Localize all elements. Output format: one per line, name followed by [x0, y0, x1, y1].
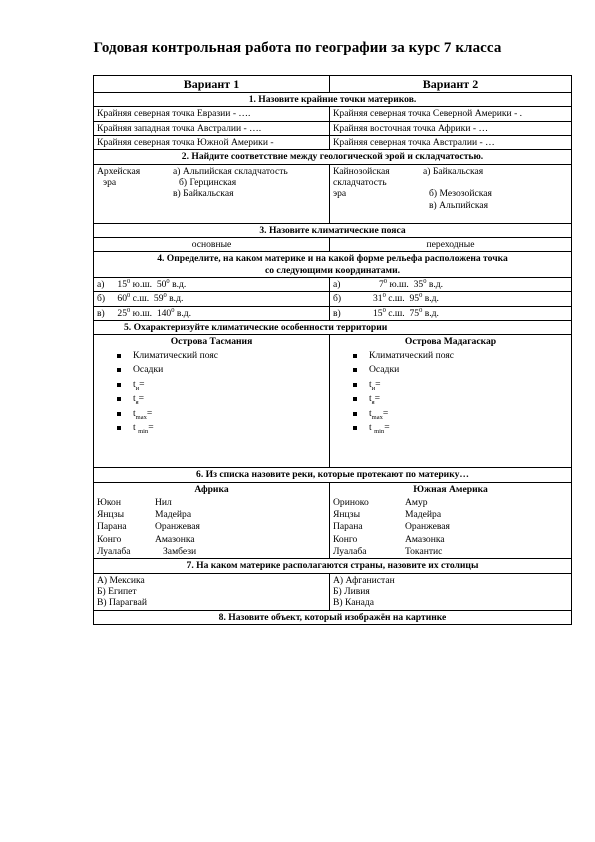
country: В) Парагвай [97, 597, 147, 609]
q4-v1-coord: а) $15^0$ ю.ш. $50^0$ в.д. [94, 277, 330, 291]
river: Амазонка [155, 533, 195, 545]
river: Луалаба [97, 546, 131, 558]
question-5: 5. Охарактеризуйте климатические особенности территории [94, 320, 572, 334]
river: Нил [155, 496, 172, 508]
q1-v2-item: Крайняя восточная точка Африки - … [330, 121, 572, 135]
q1-v2-item: Крайняя северная точка Австралии - … [330, 136, 572, 150]
q5-v2-cell [330, 335, 572, 468]
q5-v2-item: $t_и=$ [353, 379, 568, 394]
river: Ориноко [333, 496, 369, 508]
q5-v1-item: t $_{min}$= [117, 422, 326, 437]
q2-v1-era-2: эра [103, 177, 117, 189]
question-7: 7. На каком материке располагаются страны, назовите их столицы [94, 559, 572, 573]
question-1: 1. Назовите крайние точки материков. [94, 93, 572, 107]
question-6: 6. Из списка назовите реки, которые протекают по материку… [94, 468, 572, 482]
question-8: 8. Назовите объект, который изображён на картинке [94, 610, 572, 624]
variant-2-header: Вариант 2 [330, 76, 572, 93]
river: Юкон [97, 496, 121, 508]
q2-v1-option: а) Альпийская складчатость [173, 165, 288, 177]
country: В) Канада [333, 597, 375, 609]
q3-v1-answer: основные [94, 238, 330, 252]
river: Парана [97, 521, 127, 533]
q2-v1-option: б) Герцинская [179, 177, 237, 189]
q2-v2-era: Кайнозойская [333, 165, 390, 177]
question-4 [94, 252, 572, 278]
q5-v1-cell [94, 335, 330, 468]
q2-v1-era: Архейская [97, 165, 141, 177]
q7-v1-cell [94, 573, 330, 610]
q4-v2-coord: б) $31^0$ с.ш. $95^0$ в.д. [330, 292, 572, 306]
q3-v2-answer: переходные [330, 238, 572, 252]
q5-v1-item: $t_{max}=$ [117, 408, 326, 423]
q2-v2-option: в) Альпийская [429, 199, 489, 211]
q2-v1-cell [94, 164, 330, 223]
q5-v2-item: Осадки [353, 364, 568, 379]
q5-v1-item: Климатический пояс [117, 350, 326, 365]
test-table [93, 75, 572, 625]
question-4-line-1: 4. Определите, на каком материке и на какой форме рельефа расположена точка [157, 253, 508, 265]
river: Конго [333, 533, 358, 545]
q4-v1-coord: в) $25^0$ ю.ш. $140^0$ в.д. [94, 306, 330, 320]
variant-header-row [94, 76, 572, 93]
variant-1-header: Вариант 1 [94, 76, 330, 93]
river: Амур [405, 496, 428, 508]
river: Оранжевая [155, 521, 200, 533]
q7-v2-cell [330, 573, 572, 610]
country: Б) Ливия [333, 586, 370, 598]
river: Мадейра [155, 509, 192, 521]
q1-v1-item: Крайняя северная точка Южной Америки - [94, 136, 330, 150]
page-title: Годовая контрольная работа по географии за курс 7 класса [93, 40, 502, 56]
country: Б) Египет [97, 586, 137, 598]
river: Парана [333, 521, 363, 533]
q4-v2-coord: а) $7^0$ ю.ш. $35^0$ в.д. [330, 277, 572, 291]
question-3: 3. Назовите климатические пояса [94, 223, 572, 237]
q6-v1-cell [94, 482, 330, 559]
q2-v2-era-2: складчатость [333, 177, 387, 189]
river: Мадейра [405, 509, 442, 521]
q5-v1-item: Осадки [117, 364, 326, 379]
river: Янцзы [333, 509, 361, 521]
river: Амазонка [405, 533, 445, 545]
q5-v2-item: $t_я=$ [353, 393, 568, 408]
q2-v1-option: в) Байкальская [173, 188, 234, 200]
question-4-line-2: со следующими координатами. [264, 264, 401, 276]
country: А) Афганистан [333, 574, 395, 586]
river: Токантис [405, 546, 443, 558]
q6-v1-title: Африка [194, 483, 229, 495]
q6-v2-title: Южная Америка [413, 483, 488, 495]
q5-v2-item: $t_{max}=$ [353, 408, 568, 423]
q2-v2-option: б) Мезозойская [429, 188, 492, 200]
country: А) Мексика [97, 574, 145, 586]
q5-v2-item: t $_{min}$= [353, 422, 568, 437]
q4-v1-coord: б) $60^0$ с.ш. $59^0$ в.д. [94, 292, 330, 306]
q1-v1-item: Крайняя западная точка Австралии - …. [94, 121, 330, 135]
q5-v1-item: $t_и=$ [117, 379, 326, 394]
river: Янцзы [97, 509, 125, 521]
q1-v2-item: Крайняя северная точка Северной Америки - . [330, 107, 572, 121]
q2-v2-cell [330, 164, 572, 223]
q6-v2-cell [330, 482, 572, 559]
river: Конго [97, 533, 122, 545]
q1-v1-item: Крайняя северная точка Евразии - …. [94, 107, 330, 121]
river: Замбези [163, 546, 197, 558]
river: Оранжевая [405, 521, 450, 533]
q2-v2-option: а) Байкальская [423, 165, 484, 177]
question-2: 2. Найдите соответствие между геологической эрой и складчатостью. [94, 150, 572, 164]
q5-v1-title: Острова Тасмания [170, 336, 253, 348]
q2-v2-era-3: эра [333, 188, 347, 200]
q5-v2-item: Климатический пояс [353, 350, 568, 365]
q4-v2-coord: в) $15^0$ с.ш. $75^0$ в.д. [330, 306, 572, 320]
river: Луалаба [333, 546, 367, 558]
q5-v2-title: Острова Мадагаскар [404, 336, 497, 348]
q5-v1-item: $t_я=$ [117, 393, 326, 408]
